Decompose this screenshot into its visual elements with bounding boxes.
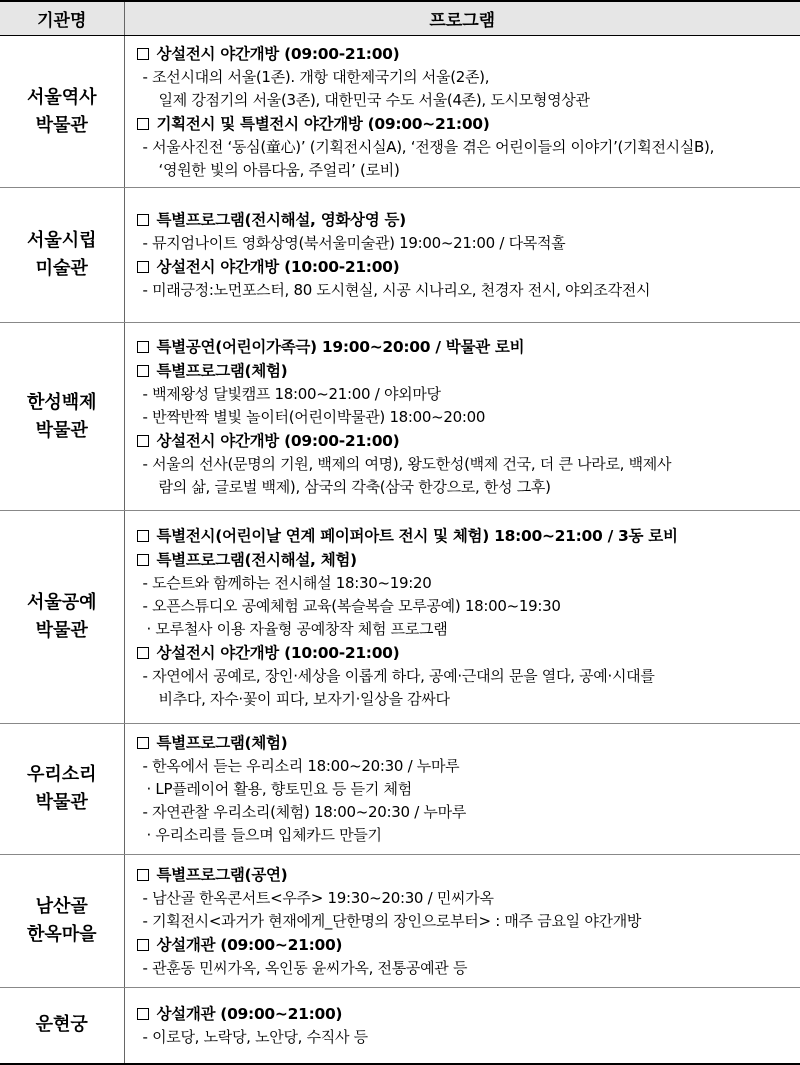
checkbox-square-icon — [137, 365, 149, 377]
table-row — [0, 855, 800, 988]
institution-name: 박물관 — [35, 620, 88, 641]
program-detail: - 서울사진전 ‘동심(童心)’ (기획전시실A), ‘전쟁을 겪은 어린이들의 이야기’(기획전시실B), — [142, 137, 715, 156]
institution-name: 서울시립 — [26, 230, 97, 251]
program-cell — [124, 988, 800, 1064]
table-row — [0, 36, 800, 188]
program-heading-text: 특별프로그램(공연) — [156, 865, 288, 884]
checkbox-square-icon — [137, 435, 149, 447]
program-heading-text: 상설개관 (09:00~21:00) — [156, 1004, 343, 1023]
institution-cell — [0, 988, 124, 1064]
program-cell — [124, 36, 800, 188]
institution-name: 박물관 — [35, 419, 88, 441]
checkbox-square-icon — [137, 737, 149, 749]
program-cell — [124, 323, 800, 511]
program-cell — [124, 511, 800, 724]
program-heading-text: 특별공연(어린이가족극) 19:00~20:00 / 박물관 로비 — [156, 337, 525, 356]
program-detail: - 미래긍정:노먼포스터, 80 도시현실, 시공 시나리오, 천경자 전시, 야외조각전시 — [142, 281, 651, 299]
program-heading — [137, 1002, 797, 1026]
program-detail: · 모루철사 이용 자율형 공예창작 체험 프로그램 — [146, 619, 448, 638]
institution-cell — [0, 724, 124, 855]
program-heading — [137, 731, 797, 755]
program-heading — [137, 641, 797, 665]
program-detail: ‘영원한 빛의 아름다움, 주얼리’ (로비) — [158, 160, 400, 179]
institution-name: 우리소리 — [26, 764, 97, 785]
program-detail: - 오픈스튜디오 공예체험 교육(복슬복슬 모루공예) 18:00~19:30 — [142, 596, 561, 615]
program-heading-text: 특별프로그램(전시해설, 체험) — [156, 550, 357, 569]
program-heading — [137, 208, 797, 232]
checkbox-square-icon — [137, 1008, 149, 1020]
program-heading-text: 상설전시 야간개방 (09:00-21:00) — [156, 431, 400, 450]
checkbox-square-icon — [137, 939, 149, 951]
program-heading — [137, 548, 797, 572]
program-detail: 일제 강점기의 서울(3존), 대한민국 수도 서울(4존), 도시모형영상관 — [158, 90, 590, 109]
table-row — [0, 188, 800, 323]
table-row — [0, 511, 800, 724]
program-heading — [137, 255, 797, 279]
institution-name: 운현궁 — [35, 1014, 88, 1036]
institution-cell — [0, 855, 124, 988]
program-heading — [137, 933, 797, 957]
institution-name: 서울역사 — [26, 86, 97, 108]
program-detail: 비추다, 자수·꽃이 피다, 보자기·일상을 감싸다 — [158, 689, 450, 708]
checkbox-square-icon — [137, 530, 149, 542]
program-heading — [137, 429, 797, 453]
checkbox-square-icon — [137, 118, 149, 130]
table-row — [0, 323, 800, 511]
program-heading-text: 특별프로그램(체험) — [156, 361, 288, 380]
table-row — [0, 988, 800, 1064]
program-detail: - 반짝반짝 별빛 놀이터(어린이박물관) 18:00~20:00 — [142, 407, 486, 426]
program-detail: - 서울의 선사(문명의 기원, 백제의 여명), 왕도한성(백제 건국, 더 큰 나라로, 백제사 — [142, 454, 672, 473]
institution-cell — [0, 36, 124, 188]
checkbox-square-icon — [137, 554, 149, 566]
program-cell — [124, 188, 800, 323]
program-heading-text: 상설전시 야간개방 (10:00-21:00) — [156, 258, 400, 276]
program-heading — [137, 524, 797, 548]
header-institution: 기관명 — [0, 1, 124, 36]
program-heading — [137, 359, 797, 383]
program-heading-text: 특별프로그램(전시해설, 영화상영 등) — [156, 211, 406, 229]
program-detail: - 이로당, 노락당, 노안당, 수직사 등 — [142, 1027, 368, 1046]
institution-name: 박물관 — [35, 792, 88, 813]
program-detail: - 자연에서 공예로, 장인·세상을 이롭게 하다, 공예·근대의 문을 열다, 공예·시대를 — [142, 666, 655, 685]
checkbox-square-icon — [137, 647, 149, 659]
program-detail: - 뮤지엄나이트 영화상영(북서울미술관) 19:00~21:00 / 다목적홀 — [142, 234, 566, 252]
institution-cell — [0, 188, 124, 323]
program-heading — [137, 112, 797, 136]
table-header-row — [0, 1, 800, 36]
program-detail: - 자연관찰 우리소리(체험) 18:00~20:30 / 누마루 — [142, 803, 467, 821]
header-program: 프로그램 — [124, 1, 800, 36]
institution-name: 한성백제 — [26, 391, 97, 413]
program-detail: 람의 삶, 글로벌 백제), 삼국의 각축(삼국 한강으로, 한성 그후) — [158, 477, 551, 496]
program-cell — [124, 855, 800, 988]
program-heading-text: 특별전시(어린이날 연계 페이퍼아트 전시 및 체험) 18:00~21:00 / 3동 로비 — [156, 526, 678, 545]
institution-name: 한옥마을 — [26, 924, 97, 945]
checkbox-square-icon — [137, 869, 149, 881]
institution-name: 미술관 — [35, 258, 88, 279]
program-heading-text: 상설전시 야간개방 (10:00-21:00) — [156, 643, 400, 662]
program-heading-text: 기획전시 및 특별전시 야간개방 (09:00~21:00) — [156, 114, 490, 133]
program-heading-text: 특별프로그램(체험) — [156, 734, 288, 752]
program-heading-text: 상설전시 야간개방 (09:00-21:00) — [156, 44, 400, 63]
program-cell — [124, 724, 800, 855]
program-heading — [137, 335, 797, 359]
program-detail: - 남산골 한옥콘서트<우주> 19:30~20:30 / 민씨가옥 — [142, 888, 494, 907]
program-detail: - 도슨트와 함께하는 전시해설 18:30~19:20 — [142, 573, 432, 592]
program-detail: - 기획전시<과거가 현재에게_단한명의 장인으로부터> : 매주 금요일 야간개방 — [142, 911, 642, 930]
institution-cell — [0, 511, 124, 724]
checkbox-square-icon — [137, 48, 149, 60]
program-detail: · 우리소리를 들으며 입체카드 만들기 — [146, 826, 382, 844]
program-heading-text: 상설개관 (09:00~21:00) — [156, 935, 343, 954]
program-detail: - 백제왕성 달빛캠프 18:00~21:00 / 야외마당 — [142, 384, 441, 403]
institution-name: 박물관 — [35, 114, 88, 136]
program-detail: - 조선시대의 서울(1존). 개항 대한제국기의 서울(2존), — [142, 67, 490, 86]
table-row — [0, 724, 800, 855]
program-detail: · LP플레이어 활용, 향토민요 등 듣기 체험 — [146, 780, 412, 798]
checkbox-square-icon — [137, 261, 149, 273]
program-heading — [137, 863, 797, 887]
institution-name: 남산골 — [35, 896, 88, 917]
checkbox-square-icon — [137, 214, 149, 226]
checkbox-square-icon — [137, 341, 149, 353]
institution-name: 서울공예 — [26, 592, 97, 613]
institution-cell — [0, 323, 124, 511]
program-heading — [137, 42, 797, 66]
program-detail: - 한옥에서 듣는 우리소리 18:00~20:30 / 누마루 — [142, 757, 460, 775]
program-detail: - 관훈동 민씨가옥, 옥인동 윤씨가옥, 전통공예관 등 — [142, 958, 468, 977]
